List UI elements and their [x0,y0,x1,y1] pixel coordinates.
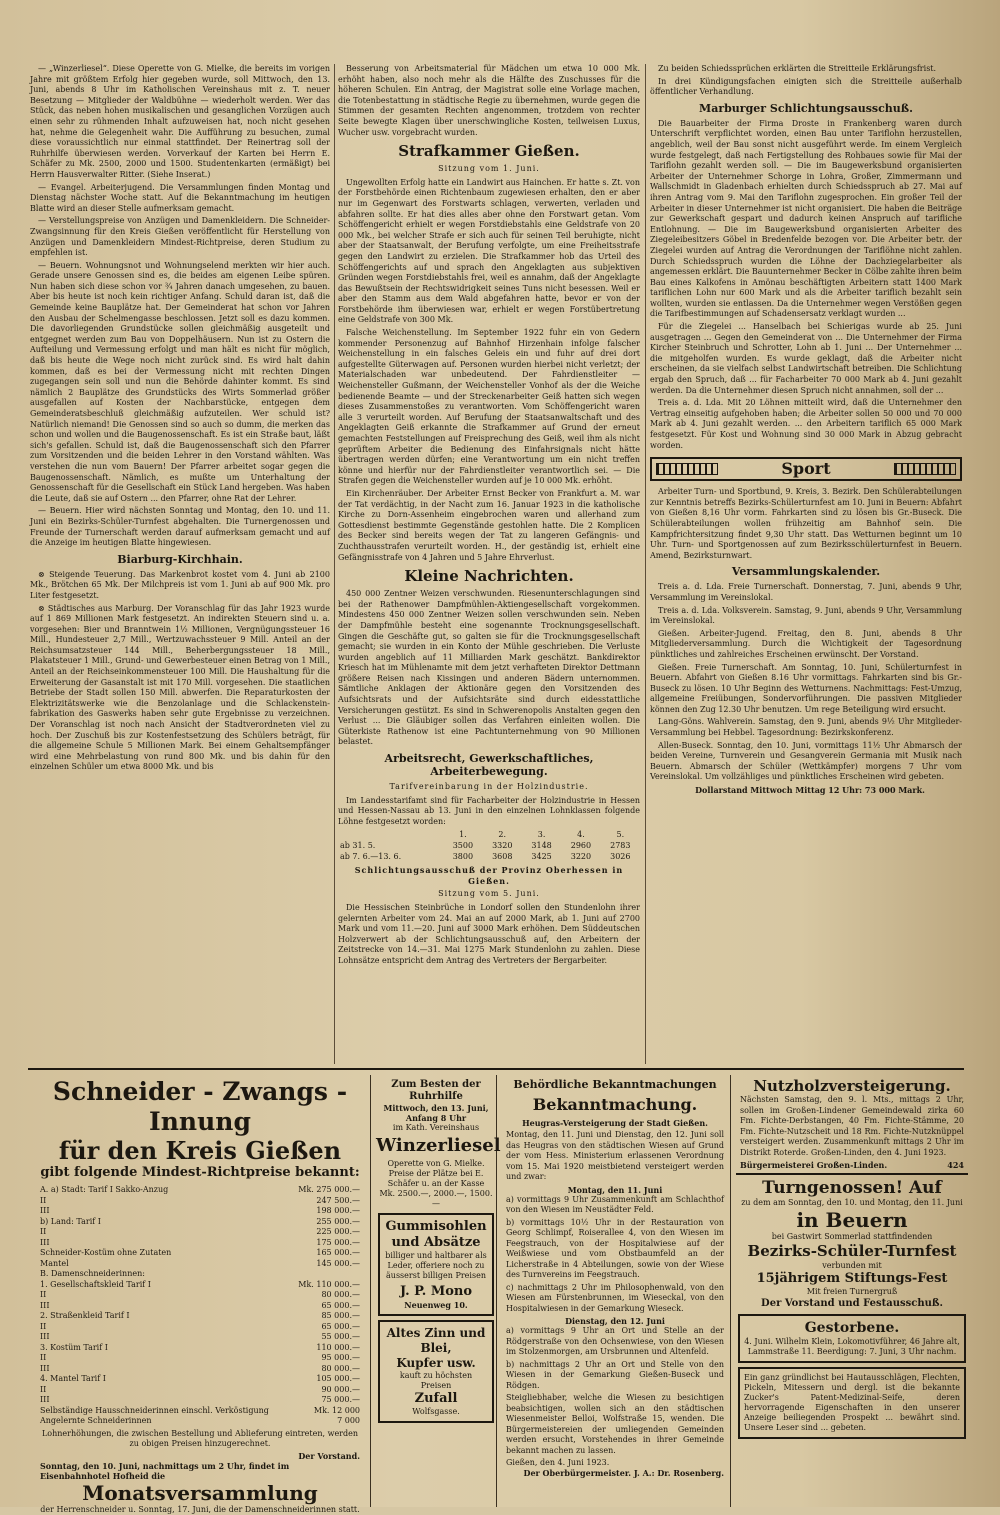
section-heading: Versammlungskalender. [731,565,881,579]
notice-item: c) nachmittags 2 Uhr im Philosophenwald, von den Wiesen am Fürstenbrunnen, im Wieseckal, von den Hospitalwiesen in der Gemarkung Wieseck. [506,1282,724,1313]
table-row [338,841,640,852]
price-row [40,1206,360,1217]
ad-sign-row [736,1160,968,1170]
table-header: 2. [498,830,507,840]
section-subheading: Tarifvereinbarung in der Holzindustrie. [389,782,589,792]
article-paragraph: — Evangel. Arbeiterjugend. Die Versammlungen finden Montag und Dienstag nächster Woche statt. Auf die Bekanntmachung im heutigen Blatte wird an dieser Stelle aufmerksam gemacht. [30,182,330,213]
article-paragraph: — „Winzerliesel“. Diese Operette von G. Mielke, die bereits im vorigen Jahre mit größtem Erfolg hier gegeben wurde, soll Mittwoch, den 13. Juni, abends 8 Uhr im Katholischen Vereinshaus mit z. T. neuer Besetzung — Mitglieder der Waldbühne — wiederholt werden. Wer das Stück, das neben hohen musikalischen und gesanglichen Vorzügen auch einen sehr zu rühmenden Inhalt aufzuweisen hat, noch nicht gesehen hat, nehme die Gelegenheit wahr. Die Aufführung zu besuchen, zumal diese voraussichtlich nur einmal stattfindet. Der Reinertrag soll der Ruhrhilfe überwiesen werden. Vorverkauf der Karten bei Herrn E. Schäfer zu Mk. 2500, 2000 und 1500. Studentenkarten (ermäßigt) bei Herrn Hausverwalter Ritter. (Siehe Inserat.) [30,64,330,179]
price-label: Mantel [40,1258,69,1268]
ad-place: im Kath. Vereinshaus [392,1123,480,1132]
price-label: II [40,1227,47,1236]
price-label: III [40,1237,50,1247]
price-value: 165 000.— [316,1248,360,1257]
notice-body [500,1128,730,1480]
price-row [40,1311,360,1322]
ad-meeting: Sonntag, den 10. Juni, nachmittags um 2 Uhr, findet im Eisenbahnhotel Hofheid die [40,1460,290,1481]
ad-number: 424 [947,1160,964,1170]
ad-title: 15jährigem Stiftungs-Fest [756,1271,948,1286]
ad-title: Bekanntmachung. [532,1095,698,1114]
price-value: 145 000.— [316,1258,360,1268]
sport-banner [650,457,962,481]
ad-info: Operette von G. Mielke. Preise der Plätze bei E. Schäfer u. an der Kasse Mk. 2500.—, 2000.—, 1500.— [379,1159,493,1208]
ad-column-right [736,1075,968,1507]
section-heading: Arbeitsrecht, Gewerkschaftliches, Arbeiterbewegung. [384,752,594,779]
article-paragraph: — Beuern. Hier wird nächsten Sonntag und Montag, den 10. und 11. Juni ein Bezirks-Schüler-Turnfest abgehalten. Die Turnergenossen und Freunde der Turnerschaft werden darauf aufmerksam gemacht und auf die Anzeige im heutigen Blatte hingewiesen. [30,506,330,548]
table-cell: 2960 [570,841,592,850]
ad-signature: Der Vorstand. [298,1450,360,1461]
article-paragraph: Ungewollten Erfolg hatte ein Landwirt aus Hainchen. Er hatte s. Zt. von der Forstbehörde einen Richtenbaum zugewiesen erhalten, den er aber nur im Gegenwart des Forstwarts schlagen, verwerten, verladen und abfahren sollte. Er hat dies alles aber ohne den Forstwart getan. Vom Schöffengericht erhielt er wegen Forstdiebstahls eine Geldstrafe von 20 000 Mk., bei welcher Strafe er sich auch für seinen Teil beruhigte, nicht aber der Staatsanwalt, der Berufung verfolgte, um eine Freiheitsstrafe gegen den Landwirt zu erzielen. Die Strafkammer hob das Urteil des Schöffengerichts auf und sprach den Angeklagten aus subjektiven Gründen wegen Forstdiebstahls frei, weil es annahm, daß der Angeklagte das Bewußtsein der Rechtswidrigkeit seines Tuns nicht besessen. Weil er aber den Stamm aus dem Wald abgefahren hatte, bevor er von der Forstbehörde ihm überwiesen war, erhielt er wegen Forstübertretung eine Geldstrafe von 300 Mk. [338,177,640,325]
price-row [40,1196,360,1207]
price-label: II [40,1195,47,1205]
notice-item: a) vormittags 9 Uhr an Ort und Stelle an der Rödgerstraße von den Ochsenwiese, von den Wiesen im Stolzenmorgen, am Ursbrunnen und Altenfeld. [506,1326,724,1356]
price-value: 80 000.— [321,1363,360,1373]
ad-official-notice [500,1075,731,1507]
ad-note: Lohnerhöhungen, die zwischen Bestellung und Ablieferung eintreten, werden zu obigen Preisen hinzugerechnet. [41,1428,359,1448]
article-paragraph: Arbeiter Turn- und Sportbund, 9. Kreis, 3. Bezirk. Den Schülerabteilungen zur Kenntnis betreffs Bezirks-Schülerturnfest am 10. Juni in Beuern: Abfahrt von Gießen 8,16 Uhr vorm. Fahrkarten sind zu lösen bis Gr.-Buseck. Die Schülerabteilungen wollen frühzeitig am Bahnhof sein. Die Kampfrichtersitzung findet 9,30 Uhr statt. Das Wetturnen beginnt um 10 Uhr. Turn- und Sportgenossen auf zum Bezirksschülerturnfest in Beuern. Amend, Bezirksturnwart. [650,487,962,560]
ad-name: J. P. Mono [399,1284,473,1299]
table-header: 5. [616,830,625,840]
article-paragraph: — Beuern. Wohnungsnot und Wohnungselend merkten wir hier auch. Gerade unsere Genossen sind es, die beides am eigenen Leibe spüren. Nun haben sich diese schon vor ¾ Jahren danach umgesehen, zu bauen. Aber bis heute ist noch kein richtiger Anfang. Schuld daran ist, daß die Gemeinde keine Bauplätze hat. Der Gemeinderat hat schon vor Jahren den Ausbau der Schelmengasse beschlossen. Jetzt soll es dazu kommen. Die davorliegenden Grundstücke sollen gleichmäßig ausgeteilt und entgegnet werden zum Bau von Doppelhäusern. Nun ist zu Ostern die Aufteilung und Vermessung erfolgt und man hält es nicht für möglich, daß bis heute die Wege noch nicht zurück sind. Es wird halt dahin kommen, daß es bei der Vermessung nicht mit rechten Dingen zugegangen sein soll und nun die Behörde dahinter kommt. Es sind nämlich 2 Bauplätze des Grundstücks des Wirts Sommerlad größer ausgefallen auf Kosten der Nachbarstücke, entgegen dem Gemeinderatsbeschluß gleichmäßig aufzuteilen. Wer schuld ist? Natürlich niemand! Die Genossen sind so auch so dumm, die merken das schon und wollen und die Baugenossenschaft. Es ist ein Straße baut, läßt sich's gefallen. Schuld ist, daß die Baugenossenschaft sich den Pfarrer zum Vorsitzenden und die beiden Lehrer in den Vorstand wählten. Was verstehen die nun vom Bauern! Der Pfarrer arbeitet sogar gegen die Baugenossenschaft. Nämlich, es mußte um Unterhaltung der Genossenschaft für die Gesellschaft ein Stück Land hergeben. Was haben die Leute, daß sie auf Ostern ... den Pfarrer, ohne Rat der Lehrer. [30,260,330,503]
section-subheading: Schlichtungsausschuß der Provinz Oberhessen in Gießen. [354,865,624,886]
article-paragraph: Die Hessischen Steinbrüche in Londorf sollen den Stundenlohn ihrer gelernten Arbeiter vom 24. Mai an auf 2000 Mark, ab 1. Juni auf 2700 Mark und vom 11.—20. Juni auf 3000 Mark erhöhen. Dem Süddeutschen Holzverwert ab der Schlichtungsausschuß auf, den Arbeitern der Zeitstrecke von 14.—31. Mai 1275 Mark Stundenlohn zu zahlen. Diese Lohnsätze entspricht dem Antrag des Vertreters der Bergarbeiter. [338,902,640,965]
price-value: 85 000.— [321,1311,360,1320]
article-paragraph: Für die Ziegelei ... Hanselbach bei Schierigas wurde ab 25. Juni ausgetragen ... Gegen den Gemeinderat von ... Die Unternehmer der Firma Kircher Steinbruch und Schrotter, Lohn ab 1. Juni ... Der Unternehmer ... die mitgeholfen wurden. Es wurde geklagt, daß die Arbeiter nicht erscheinen, da sie vielfach selbst Landwirtschaft betreiben. Die Schlichtung ergab den Spruch, daß ... für Facharbeiter 70 000 Mark ab 4. Juni gezahlt werden. Da die Unternehmer diesen Spruch nicht annahmen, soll der ... [650,322,962,395]
table-cell: 3500 [452,841,474,850]
price-label: III [40,1395,50,1404]
ad-title: Gummisohlen [385,1219,487,1234]
price-row [40,1395,360,1406]
ad-text: Nächsten Samstag, den 9. l. Mts., mittags 2 Uhr, sollen im Großen-Lindener Gemeindewald zirka 60 Fm. Fichte-Derbstangen, 40 Fm. Fichte-Stämme, 20 Fm. Fichte-Nutzscheit und 18 Rm. Fichte-Nutzknüppel versteigert werden. Zusammenkunft mittags 2 Uhr im Distrikt Roterde. Großen-Linden, den 4. Juni 1923. [740,1095,964,1157]
ad-divider [736,1173,968,1175]
table-header: 1. [459,830,467,840]
price-value: 110 000.— [316,1342,360,1352]
price-label: III [40,1206,50,1215]
price-label: 1. Gesellschaftskleid Tarif I [40,1279,151,1289]
price-label: Selbständige Hausschneiderinnen einschl. Verköstigung [40,1405,269,1415]
notice-date: Gießen, den 4. Juni 1923. [506,1458,610,1467]
notice-text: Steigliebhaber, welche die Wiesen zu besichtigen beabsichtigen, wollen sich an den städtischen Wiesenmeister Belloi, Wolfstraße 15, wenden. Die Bürgermeistereien der umliegenden Gemeinden werden ersucht, Vorstehendes in ihrer Gemeinde bekannt machen zu lassen. [506,1393,724,1455]
ad-title: Turngenossen! Auf [762,1178,942,1198]
column-3 [650,64,962,1064]
price-value: 65 000.— [321,1300,360,1310]
price-value: Mk. 275 000.— [298,1185,360,1194]
ad-name: Zufall [414,1391,458,1406]
ad-signature: Der Vorstand und Festausschuß. [761,1298,943,1309]
section-subheading: Sitzung vom 1. Juni. [438,164,540,174]
price-label: Angelernte Schneiderinnen [40,1416,152,1425]
price-label: Schneider-Kostüm ohne Zutaten [40,1248,172,1257]
ad-subtitle: zu dem am Sonntag, den 10. und Montag, den 11. Juni [741,1198,963,1207]
price-row [40,1238,360,1249]
section-heading: Kleine Nachrichten. [404,567,574,586]
column-1 [30,64,330,1064]
ad-winzerliesel [376,1075,501,1507]
table-cell: 3320 [492,841,513,850]
section-heading: Biarburg-Kirchhain. [117,552,243,566]
price-row [40,1248,360,1259]
price-value: 90 000.— [321,1384,360,1394]
notice-item: b) vormittags 10½ Uhr in der Restauration von Georg Schlimpf, Roiserallee 4, von den Wiesen im Feegstrauch, von der Hospitalwiese auf der Weißwiese und vom Obstbaumfeld an der Licherstraße in 4 Abteilungen, sowie von der Wiese des Turnvereins im Feegstrauch. [506,1217,724,1279]
article-paragraph: Treis a. d. Lda. Mit 20 Löhnen mitteilt wird, daß die Unternehmer den Vertrag einseitig aufgehoben haben; die Arbeiter sollen 50 000 und 70 000 Mark ab 4. Juni gezahlt werden. ... den Arbeitern tariflich 65 000 Mark festgesetzt. Für Kost und Wohnung sind 30 000 Mark in Abzug gebracht worden. [650,398,962,450]
price-value: 247 500.— [316,1195,360,1205]
table-header: 4. [577,830,585,840]
price-value: 105 000.— [316,1374,360,1383]
ad-title: Nutzholzversteigerung. [753,1077,951,1095]
price-label: 3. Kostüm Tarif I [40,1342,108,1352]
article-paragraph: Falsche Weichenstellung. Im September 1922 fuhr ein von Gedern kommender Personenzug auf Bahnhof Hirzenhain infolge falscher Weichenstellung in ein falsches Geleis ein und fuhr auf drei dort aufgestellte Güterwagen auf. Personen wurden hierbei nicht verletzt; der Materialschaden war unbedeutend. Der Fahrdienstleiter — Weichensteller Gußmann, der Weichensteller Vonhof als der die Weiche bedienende Beamte — und der Streckenarbeiter Geiß hatten sich wegen dieses Zusammenstoßes zu verantworten. Vom Schöffengericht waren alle 3 verurteilt worden. Auf Berufung der Staatsanwaltschaft und des Angeklagten Geiß erkannte die Strafkammer auf Grund der erneut gemachten Feststellungen auf Freisprechung des Geiß, weil ihm als nicht geprüftem Arbeiter die Bedienung des Einfahrsignals nicht hätte übertragen werden dürfen; eine Verantwortung um ein nicht treffen könne und hierfür nur der Fahrdienstleiter verantwortlich sei. — Die Strafen gegen die Weichensteller wurden auf je 10 000 Mk. erhöht. [338,328,640,486]
table-cell: 3148 [531,841,552,850]
price-value [290,1269,360,1280]
article-paragraph: Im Landesstarifamt sind für Facharbeiter der Holzindustrie in Hessen und Hessen-Nassau ab 13. Juni in den einzelnen Lohnklassen folgende Löhne festgesetzt worden: [338,795,640,826]
section-heading: Strafkammer Gießen. [398,142,580,161]
table-cell: ab 31. 5. [340,841,376,850]
ad-footer: der Herrenschneider u. Sonntag, 17. Juni, die der Damenschneiderinnen statt. [40,1504,360,1514]
price-label: II [40,1290,47,1299]
article-paragraph: Zu beiden Schiedssprüchen erklärten die Streitteile Erklärungsfrist. [658,64,937,73]
column-rule [334,64,335,1064]
table-header [338,830,443,841]
ad-bigword: Monatsversammlung [82,1480,318,1505]
price-row [40,1227,360,1238]
ad-title: für den Kreis Gießen [58,1136,342,1165]
price-row [40,1353,360,1364]
price-row [40,1301,360,1312]
price-value: 95 000.— [321,1353,360,1362]
ad-box-metal [378,1320,494,1423]
notice-day: Montag, den 11. Juni [567,1184,663,1195]
price-row [40,1406,360,1417]
price-label: A. a) Stadt: Tarif I Sakko-Anzug [40,1185,169,1194]
ad-text: 4. Juni. Wilhelm Klein, Lokomotivführer, 46 Jahre alt, Lammstraße 11. Beerdigung: 7. Juni, 3 Uhr nachm. [744,1337,960,1356]
notice-signature: Der Oberbürgermeister. J. A.: Dr. Rosenberg. [523,1468,724,1478]
price-value: 7 000 [337,1416,360,1425]
ad-title: Schneider - Zwangs - Innung [52,1077,348,1136]
price-value: 225 000.— [316,1227,360,1236]
price-label: II [40,1321,47,1331]
ad-subtitle: gibt folgende Mindest-Richtpreise bekannt: [40,1165,360,1180]
ad-title: Gestorbene. [804,1320,900,1336]
price-row [40,1332,360,1343]
ad-title: Zum Besten der Ruhrhilfe [391,1079,481,1102]
ad-box-remedy [738,1367,966,1439]
ad-address: Wolfsgasse. [412,1407,460,1416]
notice-text: Montag, den 11. Juni und Dienstag, den 12. Juni soll das Heugras von den städtischen Wiesen auf Grund der vom Hess. Ministerium erlassenen Verordnung vom 15. Mai 1920 meistbietend versteigert werden und zwar: [506,1130,724,1181]
price-row [40,1185,360,1196]
column-2 [338,64,640,1064]
article-paragraph: ⊗ Steigende Teuerung. Das Markenbrot kostet vom 4. Juni ab 2100 Mk., Brötchen 65 Mk. Der Milchpreis ist vom 1. Juni ab auf 900 Mk. pro Liter festgesetzt. [30,569,330,600]
calendar-entry: Treis a. d. Lda. Volksverein. Samstag, 9. Juni, abends 9 Uhr, Versammlung im Vereinslokal. [650,605,962,626]
price-row [40,1343,360,1354]
calendar-entry: Lang-Göns. Wahlverein. Samstag, den 9. Juni, abends 9½ Uhr Mitglieder-Versammlung bei Hebbel. Tagesordnung: Bezirkskonferenz. [650,717,962,738]
ad-title: Kupfer usw. [396,1356,476,1370]
price-value: 80 000.— [321,1290,360,1299]
section-divider [28,1068,964,1070]
price-label: III [40,1332,50,1341]
article-paragraph: ⊗ Städtisches aus Marburg. Der Voranschlag für das Jahr 1923 wurde auf 1 869 Millionen Mark festgesetzt. An indirekten Steuern sind u. a. vorgesehen: Bier und Branntwein 1½ Millionen, Vergnügungssteuer 16 Mill., Hundesteuer 2,7 Mill., Wertzuwachssteuer 9 Mill. Anteil an der Reichsumsatzsteuer 144 Mill., Beherbergungssteuer 18 Mill., Plakatsteuer 1 Mill., Grund- und Gewerbesteuer einen Betrag von 1 Mill., Anteil an der Reichseinkommensteuer 100 Mill. Die Haushaltung für die Erweiterung der Gasanstalt ist mit 170 Mill. vorgesehen. Die staatlichen Betriebe der Stadt sollen 150 Mill. abwerfen. Die Reparaturkosten der Elektrizitätswerke wie die Benzolanlage und die Schlackenstein-fabrikation des Gaswerks haben sehr gute Ergebnisse zu verzeichnen. Der Voranschlag ist noch nach Ansicht der Stadtverordneten viel zu hoch. Der Zuschuß bis zur Kostenfestsetzung des Schülers beträgt, für die allgemeine Schule 5 Millionen Mark. Bei einem Gehaltsempfänger wird eine Mehrbelastung von rund 800 Mk. und bis dahin für den einzelnen Schüler um etwa 8000 Mk. und bis [30,603,330,772]
ad-info: billiger und haltbarer als Leder, offeriere noch zu äusserst billigen Preisen [385,1251,487,1280]
wage-table [338,830,640,862]
price-value: Mk. 12 000 [313,1405,360,1415]
calendar-entry: Gießen. Freie Turnerschaft. Am Sonntag, 10. Juni, Schülerturnfest in Beuern. Abfahrt von Gießen 8.16 Uhr vormittags. Fahrkarten sind bis Gr.-Buseck zu lösen. 10 Uhr Beginn des Wetturnens. Nachmittags: Fest-Umzug, allgemeine Freiübungen, Sondervorführungen. Die passiven Mitglieder können den Zug 12.30 Uhr benutzen. Um rege Beteiligung wird ersucht. [650,662,962,714]
price-label: II [40,1353,47,1362]
price-row [40,1217,360,1228]
price-label: 2. Straßenkleid Tarif I [40,1311,130,1320]
price-value: 255 000.— [316,1216,360,1226]
price-label: III [40,1300,50,1310]
price-row [40,1416,360,1427]
table-cell: 3220 [570,851,592,861]
price-list [30,1185,370,1427]
price-row [40,1269,360,1280]
ad-title: Altes Zinn und Blei, [386,1326,486,1355]
price-value: 198 000.— [316,1206,360,1215]
notice-day: Dienstag, den 12. Juni [565,1316,665,1326]
table-cell: 3425 [531,851,552,861]
price-row [40,1290,360,1301]
table-cell: 2783 [610,841,631,850]
ad-title: Winzerliesel [376,1135,501,1156]
table-cell: 3026 [610,851,631,861]
dollar-rate: Dollarstand Mittwoch Mittag 12 Uhr: 73 000 Mark. [695,785,925,796]
article-paragraph: — Verstellungspreise von Anzügen und Damenkleidern. Die Schneider-Zwangsinnung für den Kreis Gießen veröffentlicht für Herstellung von Anzügen und Damenkleidern Mindest-Richtpreise, deren Studium zu empfehlen ist. [30,216,330,258]
price-value: 75 000.— [321,1395,360,1404]
ad-signature: Bürgermeisterei Großen-Linden. [740,1160,888,1170]
table-cell: ab 7. 6.—13. 6. [340,851,402,861]
ad-tailor-guild [30,1075,371,1514]
table-cell: 3608 [492,851,513,861]
ornament-icon [656,463,718,475]
price-row [40,1364,360,1375]
article-paragraph: Ein Kirchenräuber. Der Arbeiter Ernst Becker von Frankfurt a. M. war der Tat verdächtig, in der Nacht zum 16. Januar 1923 in die katholische Kirche zu Dorn-Assenheim eingebrochen waren und allerhand zum Gottesdienst bestimmte Gegenstände gestohlen hatte. Die 2 Komplicen des Becker sind bereits wegen der Tat zu langeren Gefängnis- und Zuchthausstrafen verurteilt worden. H., der geständig ist, erhielt eine Gefängnisstrafe von 4 Jahren und 5 Jahre Ehrverlust. [338,488,640,562]
ad-address: Neuenweg 10. [404,1300,468,1310]
section-subheading: Sitzung vom 5. Juni. [438,889,540,899]
column-rule [645,64,646,1064]
table-row [338,852,640,863]
ad-title: Bezirks-Schüler-Turnfest [747,1242,957,1260]
price-label: 4. Mantel Tarif I [40,1374,106,1383]
price-label: B. Damenschneiderinnen: [40,1269,145,1278]
price-row [40,1374,360,1385]
ad-subtitle: Mit freien Turnergruß [806,1287,898,1296]
ad-title: und Absätze [391,1235,481,1250]
ad-subtitle: bei Gastwirt Sommerlad stattfindenden [771,1232,933,1241]
section-heading: Marburger Schlichtungsausschuß. [699,101,913,115]
price-row [40,1385,360,1396]
ad-info: kauft zu höchsten Preisen [399,1371,473,1390]
article-paragraph: In drei Kündigungsfachen einigten sich die Streitteile außerhalb öffentlicher Verhandlung. [650,76,962,97]
table-cell: 3800 [452,851,474,861]
price-row [40,1322,360,1333]
ad-subtitle: Heugras-Versteigerung der Stadt Gießen. [522,1118,708,1128]
ad-heading: Behördliche Bekanntmachungen [513,1078,717,1091]
price-row [40,1280,360,1291]
article-paragraph: Die Bauarbeiter der Firma Droste in Frankenberg waren durch Unterschrift verpflichtet worden, einen Bau unter Tariflohn herzustellen, angeblich, weil der Bau sonst nicht ausgeführt werde. Im einem Vergleich wurde festgelegt, daß nach Fertigstellung des Rohbaues sowie für Mai der Tariflohn gezahlt werden soll. — Die im Baugewerksbund organisierten Arbeiter der Unternehmer Schorge in Lohra, Großer, Zimmermann und Wallschmidt in Gladenbach erhielten durch Schiedsspruch ab 27. Mai auf ihren Antrag vom 9. Mai den Tariflohn zugesprochen. Ein großer Teil der Arbeiter in dieser Unternehmer ist nicht organisiert. Die haben die Beiträge zur Gewerkschaft gespart und dadurch keinen Anspruch auf tarifliche Entlohnung. — Die im Baugewerksbund organisierten Arbeiter des Ziegeleibesitzers Göbel in Bredenfelde bezogen vor. Die Arbeiter betr. der Ziegelei wurden auf Antrag die Verordnungen der Tariflöhne nicht zahlen. Durch Schiedsspruch wurden die Löhne der Dachziegelarbeiter als angemessen erklärt. Die Bauunternehmer Becker in Cölbe zahlte ihren beim Bau eines Kalkofens in Amönau beschäftigten Arbeitern statt 1400 Mark tariflichen Lohn nur 600 Mark und als die Arbeiter tariflich bezahlt sein wollten, wurden sie entlassen. Da die Unternehmer wegen Verstößen gegen die Tarifbestimmungen auf Schadensersatz verklagt wurden ... [650,118,962,319]
table-header: 3. [537,830,546,840]
ad-text: Ein ganz gründlichst bei Hautausschlägen, Flechten, Pickeln, Mitessern und dergl. ist die bekannte Zucker's Patent-Medizinal-Seife, deren hervorragende Eigenschaften in den unserer Anzeige beiliegenden Prospekt ... bewährt sind. Unsere Leser sind ... gebeten. [744,1373,960,1432]
ad-subtitle: verbunden mit [822,1261,882,1270]
ad-box-shoes [378,1213,494,1316]
calendar-entry: Allen-Buseck. Sonntag, den 10. Juni, vormittags 11½ Uhr Abmarsch der beiden Vereine, Turnverein und Gesangverein Germania mit Musik nach Beuern. Abmarsch der Schüler (Wettkämpfer) morgens 7 Uhr vom Vereinslokal. Um vollzähliges und pünktliches Erscheinen wird gebeten. [650,740,962,782]
price-value: 65 000.— [321,1321,360,1331]
price-label: b) Land: Tarif I [40,1216,101,1226]
price-label: III [40,1363,50,1373]
price-label: II [40,1384,47,1394]
ornament-icon [894,463,956,475]
calendar-entry: Treis a. d. Lda. Freie Turnerschaft. Donnerstag, 7. Juni, abends 9 Uhr, Versammlung im Vereinslokal. [650,582,962,602]
notice-item: a) vormittags 9 Uhr Zusammenkunft am Schlachthof von den Wiesen im Neustädter Feld. [506,1194,724,1214]
price-row [40,1259,360,1270]
sport-heading: Sport [781,458,831,478]
ad-date: Mittwoch, den 13. Juni, Anfang 8 Uhr [383,1103,489,1123]
price-value: Mk. 110 000.— [298,1279,360,1289]
ad-place: in Beuern [796,1208,908,1232]
notice-item: b) nachmittags 2 Uhr an Ort und Stelle von den Wiesen in der Gemarkung Gießen-Buseck und Rödgen. [506,1359,724,1390]
article-paragraph: 450 000 Zentner Weizen verschwunden. Riesenunterschlagungen sind bei der Rathenower Dampfmühlen-Aktiengesellschaft vorgekommen. Mindestens 450 000 Zentner Weizen sollen verschwunden sein. Neben der Dampfmühle besteht eine sogenannte Trocknungsgesellschaft. Gingen die Geschäfte gut, so galten sie für die Trocknungsgesellschaft gemacht; sie wurden in ein Konto der Mühle geschrieben. Die Verluste wurden angeblich auf 11 Milliarden Mark geschätzt. Bankdirektor Kriesch hat im Mühlenamte mit dem jetzt verhafteten Direktor Dettmann größere Reisen nach Kissingen und anderen Bädern unternommen. Sämtliche Anklagen der Aktionäre gegen den Vorsitzenden des Aufsichtsrats und der Aufsichtsräte sind durch eidesstattliche Versicherungen gestützt. Es sind in Schwerenopolis Anstalten gegen den Verlust ... Die Gläubiger sollen das Verfahren einleiten wollen. Die Güterkiste Rathenow ist eine Pachtunternehmung von 90 Millionen belastet. [338,589,640,747]
price-value: 175 000.— [316,1237,360,1247]
calendar-entry: Gießen. Arbeiter-Jugend. Freitag, den 8. Juni, abends 8 Uhr Mitgliederversammlung. Durch die Wichtigkeit der Tagesordnung pünktliches und zahlreiches Erscheinen erwünscht. Der Vorstand. [650,628,962,659]
ad-box-deaths [738,1314,966,1363]
price-value: 55 000.— [321,1332,360,1341]
article-paragraph: Besserung von Arbeitsmaterial für Mädchen um etwa 10 000 Mk. erhöht haben, also noch mehr als die Hälfte des Zuschusses für die höheren Schulen. Ein Antrag, der Magistrat solle eine Vorlage machen, die Totenbestattung in städtische Regie zu übernehmen, wurde gegen die Stimmen der gesamten Rechten angenommen, trotzdem von rechter Seite bewegte Klagen über unerschwingliche Kosten, teilweisen Luxus, Wucher usw. vorgebracht wurden. [338,64,640,137]
